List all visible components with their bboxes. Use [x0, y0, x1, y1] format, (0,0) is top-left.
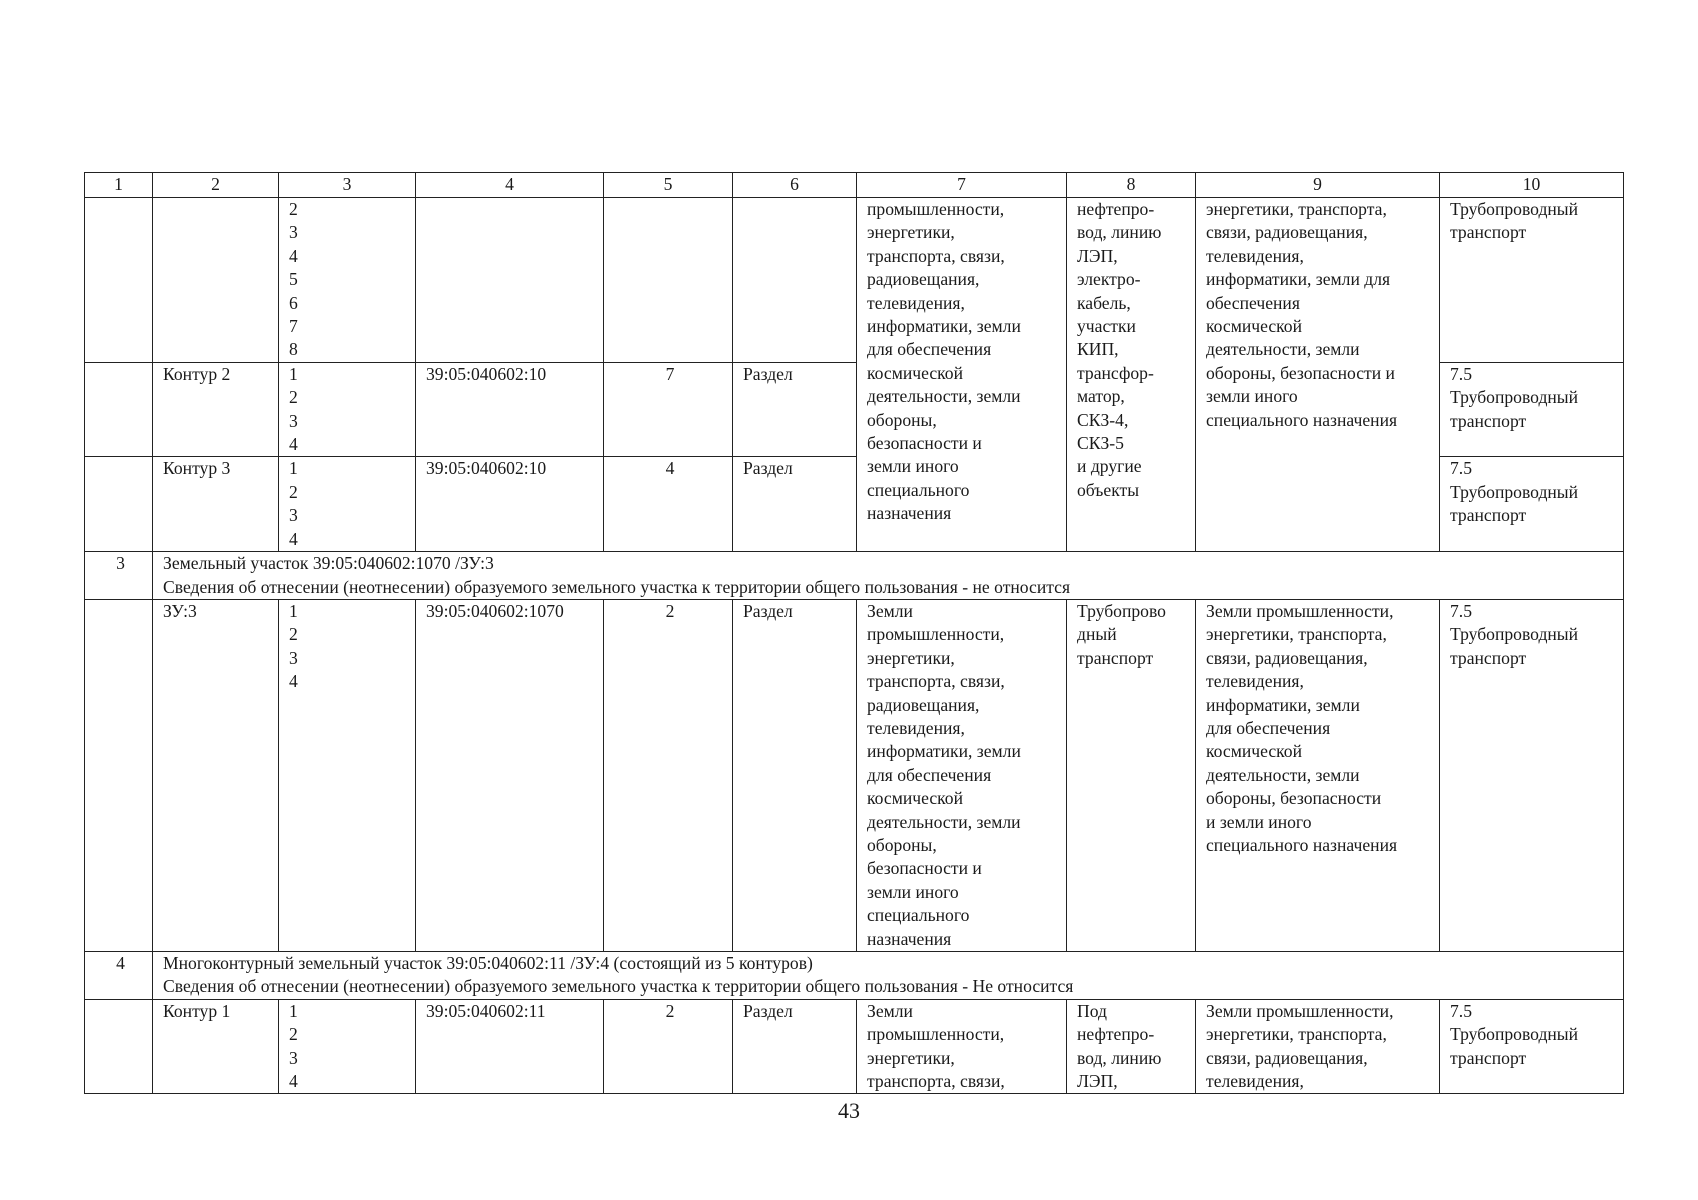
- col-header-2: 2: [153, 173, 279, 198]
- cadastral-number-cell: 39:05:040602:11: [416, 999, 604, 1094]
- column-number-row: [85, 173, 1624, 198]
- permitted-use-cell: 7.5 Трубопроводный транспорт: [1440, 457, 1624, 552]
- section-number: 3: [85, 552, 153, 600]
- land-plots-table: [84, 172, 1624, 1094]
- count-cell: 2: [604, 599, 733, 951]
- purpose-cell: нефтепро- вод, линию ЛЭП, электро- кабель, участки КИП, трансфор- матор, СКЗ-4, СКЗ-5 и другие объекты: [1067, 198, 1196, 552]
- category-cell: Земли промышленности, энергетики, транспорта, связи, радиовещания, телевидения, информатики, земли для обеспечения космической деятельности, земли обороны, безопасности и земли иного специального назначения: [1196, 599, 1440, 951]
- permitted-use-cell: 7.5 Трубопроводный транспорт: [1440, 999, 1624, 1094]
- table-row: [85, 599, 1624, 951]
- count-cell: 2: [604, 999, 733, 1094]
- col-header-10: 10: [1440, 173, 1624, 198]
- points-cell: 1 2 3 4: [279, 599, 416, 951]
- permitted-use-cell: Трубопроводный транспорт: [1440, 198, 1624, 363]
- purpose-cell: Трубопрово дный транспорт: [1067, 599, 1196, 951]
- page-number: 43: [838, 1098, 860, 1123]
- land-category-cell: промышленности, энергетики, транспорта, связи, радиовещания, телевидения, информатики, земли для обеспечения космической деятельности, земли обороны, безопасности и земли иного специального назначения: [857, 198, 1067, 552]
- plot-name-cell: Контур 1: [153, 999, 279, 1094]
- table-row: [85, 999, 1624, 1094]
- permitted-use-cell: 7.5 Трубопроводный транспорт: [1440, 599, 1624, 951]
- plot-name-cell: ЗУ:3: [153, 599, 279, 951]
- land-category-cell: Земли промышленности, энергетики, транспорта, связи,: [857, 999, 1067, 1094]
- col-header-6: 6: [733, 173, 857, 198]
- method-cell: Раздел: [733, 457, 857, 552]
- col-header-5: 5: [604, 173, 733, 198]
- method-cell: Раздел: [733, 999, 857, 1094]
- plot-name-cell: [153, 198, 279, 363]
- section-title: Земельный участок 39:05:040602:1070 /ЗУ:3: [163, 553, 494, 574]
- count-cell: [604, 198, 733, 363]
- row-number-cell: [85, 362, 153, 457]
- section-header-row: [85, 552, 1624, 600]
- row-number-cell: [85, 198, 153, 363]
- count-cell: 7: [604, 362, 733, 457]
- section-note: Сведения об отнесении (неотнесении) образуемого земельного участка к территории общего пользования - не относится: [163, 576, 1071, 597]
- method-cell: [733, 198, 857, 363]
- section-number: 4: [85, 952, 153, 1000]
- col-header-4: 4: [416, 173, 604, 198]
- count-cell: 4: [604, 457, 733, 552]
- col-header-9: 9: [1196, 173, 1440, 198]
- permitted-use-cell: 7.5 Трубопроводный транспорт: [1440, 362, 1624, 457]
- category-cell: энергетики, транспорта, связи, радиовещания, телевидения, информатики, земли для обеспечения космической деятельности, земли обороны, безопасности и земли иного специального назначения: [1196, 198, 1440, 552]
- cadastral-number-cell: 39:05:040602:10: [416, 457, 604, 552]
- col-header-7: 7: [857, 173, 1067, 198]
- points-cell: 1 2 3 4: [279, 362, 416, 457]
- section-info: [153, 952, 1624, 1000]
- cadastral-number-cell: 39:05:040602:1070: [416, 599, 604, 951]
- cadastral-number-cell: [416, 198, 604, 363]
- col-header-1: 1: [85, 173, 153, 198]
- col-header-8: 8: [1067, 173, 1196, 198]
- section-note: Сведения об отнесении (неотнесении) образуемого земельного участка к территории общего пользования - Не относится: [163, 976, 1074, 997]
- method-cell: Раздел: [733, 599, 857, 951]
- table-row: [85, 198, 1624, 363]
- purpose-cell: Под нефтепро- вод, линию ЛЭП,: [1067, 999, 1196, 1094]
- points-cell: 2 3 4 5 6 7 8: [279, 198, 416, 363]
- plot-name-cell: Контур 3: [153, 457, 279, 552]
- cadastral-number-cell: 39:05:040602:10: [416, 362, 604, 457]
- section-header-row: [85, 952, 1624, 1000]
- method-cell: Раздел: [733, 362, 857, 457]
- plot-name-cell: Контур 2: [153, 362, 279, 457]
- row-number-cell: [85, 599, 153, 951]
- section-title: Многоконтурный земельный участок 39:05:040602:11 /ЗУ:4 (состоящий из 5 контуров): [163, 953, 813, 973]
- row-number-cell: [85, 999, 153, 1094]
- points-cell: 1 2 3 4: [279, 457, 416, 552]
- land-category-cell: Земли промышленности, энергетики, транспорта, связи, радиовещания, телевидения, информатики, земли для обеспечения космической деятельности, земли обороны, безопасности и земли иного специального назначения: [857, 599, 1067, 951]
- col-header-3: 3: [279, 173, 416, 198]
- points-cell: 1 2 3 4: [279, 999, 416, 1094]
- category-cell: Земли промышленности, энергетики, транспорта, связи, радиовещания, телевидения,: [1196, 999, 1440, 1094]
- section-info: [153, 552, 1624, 600]
- row-number-cell: [85, 457, 153, 552]
